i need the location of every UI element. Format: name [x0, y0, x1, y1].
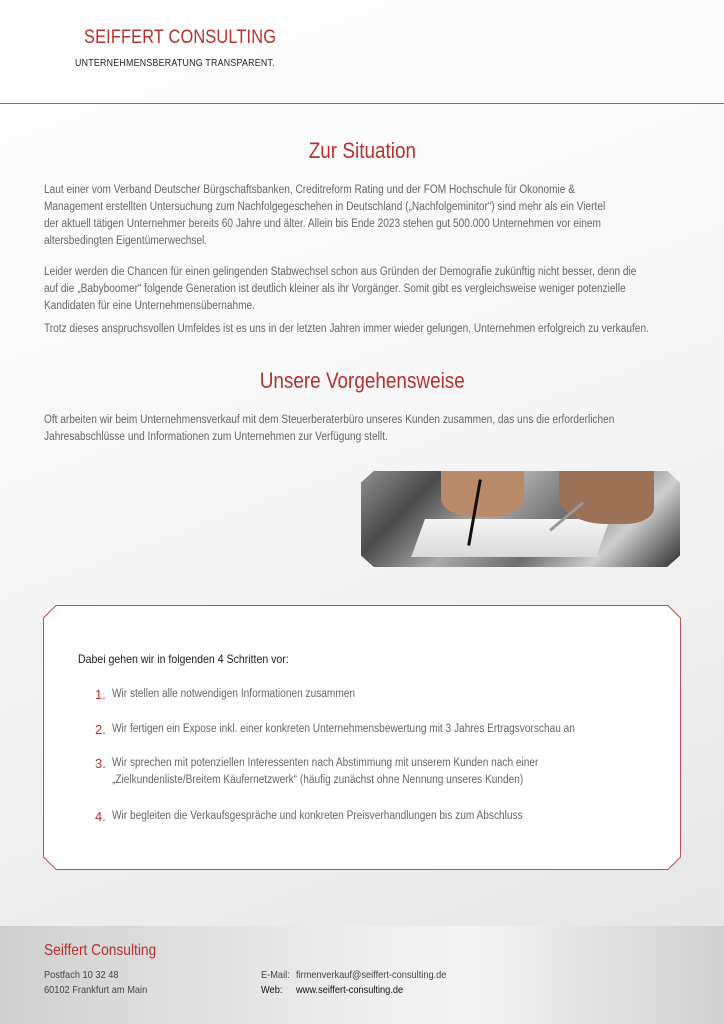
step-item-2 — [95, 721, 675, 740]
footer-web-link[interactable]: www.seiffert-consulting.de — [296, 984, 404, 996]
footer-address-line-1: Postfach 10 32 48 — [44, 969, 119, 981]
step-item-1 — [95, 686, 675, 705]
footer-email-link[interactable]: firmenverkauf@seiffert-consulting.de — [296, 969, 447, 981]
situation-paragraph-3: Trotz dieses anspruchsvollen Umfeldes ist es uns in der letzten Jahren immer wieder gelungen, Unternehmen erfolgreich zu verkaufen. — [44, 323, 649, 335]
text-line: der aktuell tätigen Unternehmer bereits 60 Jahre und älter. Allein bis Ende 2023 stehen gut 500.000 Unternehmen vor einem — [44, 218, 601, 230]
approach-paragraph — [44, 412, 684, 446]
step-number: 2. — [95, 722, 106, 737]
footer-address-line-2: 60102 Frankfurt am Main — [44, 984, 148, 996]
header-divider — [0, 103, 724, 104]
text-line: auf die „Babyboomer“ folgende Generation ist deutlich kleiner als ihr Vorgänger. Somit gibt es vergleichsweise weniger potenzielle — [44, 283, 626, 295]
situation-paragraph-2 — [44, 264, 684, 315]
photo-hand — [441, 471, 524, 517]
approach-title: Unsere Vorgehensweise — [259, 368, 465, 393]
text-line: Kandidaten für eine Unternehmensübernahme. — [44, 300, 255, 312]
text-line: altersbedingten Eigentümerwechsel. — [44, 235, 208, 247]
situation-title: Zur Situation — [308, 138, 416, 163]
footer-email-label: E-Mail: — [261, 969, 290, 981]
step-number: 4. — [95, 809, 106, 824]
text-line: Jahresabschlüsse und Informationen zum Unternehmen zur Verfügung stellt. — [44, 431, 388, 443]
header-brand: SEIFFERT CONSULTING — [84, 27, 277, 48]
step-item-4 — [95, 808, 675, 827]
step-number: 3. — [95, 756, 106, 771]
text-line: Leider werden die Chancen für einen gelingenden Stabwechsel schon aus Gründen der Demografie zukünftig nicht besser, denn die — [44, 266, 637, 278]
footer-brand: Seiffert Consulting — [44, 942, 157, 959]
steps-intro: Dabei gehen wir in folgenden 4 Schritten vor: — [78, 652, 289, 666]
photo-paper — [411, 519, 610, 557]
situation-paragraph-1 — [44, 182, 684, 250]
text-line: Management erstellten Untersuchung zum Nachfolgegeschehen in Deutschland („Nachfolgeminitor“) sind mehr als ein Viertel — [44, 201, 606, 213]
business-photo — [361, 471, 680, 567]
step-text: Wir sprechen mit potenziellen Interessenten nach Abstimmung mit unserem Kunden nach einer „Zielkundenliste/Breitem Käufernetzwerk“ (häufig zunächst ohne Nennung unseres Kunden) — [112, 757, 539, 786]
footer-web-label: Web: — [261, 984, 283, 996]
header-tagline: UNTERNEHMENSBERATUNG TRANSPARENT. — [75, 58, 275, 69]
step-number: 1. — [95, 687, 106, 702]
text-line: Oft arbeiten wir beim Unternehmensverkauf mit dem Steuerberaterbüro unseres Kunden zusammen, das uns die erforderlichen — [44, 414, 615, 426]
step-item-3 — [95, 755, 675, 789]
step-text: Wir fertigen ein Expose inkl. einer konkreten Unternehmensbewertung mit 3 Jahres Ertragsvorschau an — [112, 723, 575, 735]
text-line: Laut einer vom Verband Deutscher Bürgschaftsbanken, Creditreform Rating und der FOM Hochschule für Ökonomie & — [44, 184, 576, 196]
photo-hand — [559, 471, 655, 524]
step-text: Wir stellen alle notwendigen Informationen zusammen — [112, 688, 356, 700]
step-text: Wir begleiten die Verkaufsgespräche und konkreten Preisverhandlungen bis zum Abschluss — [112, 810, 523, 822]
